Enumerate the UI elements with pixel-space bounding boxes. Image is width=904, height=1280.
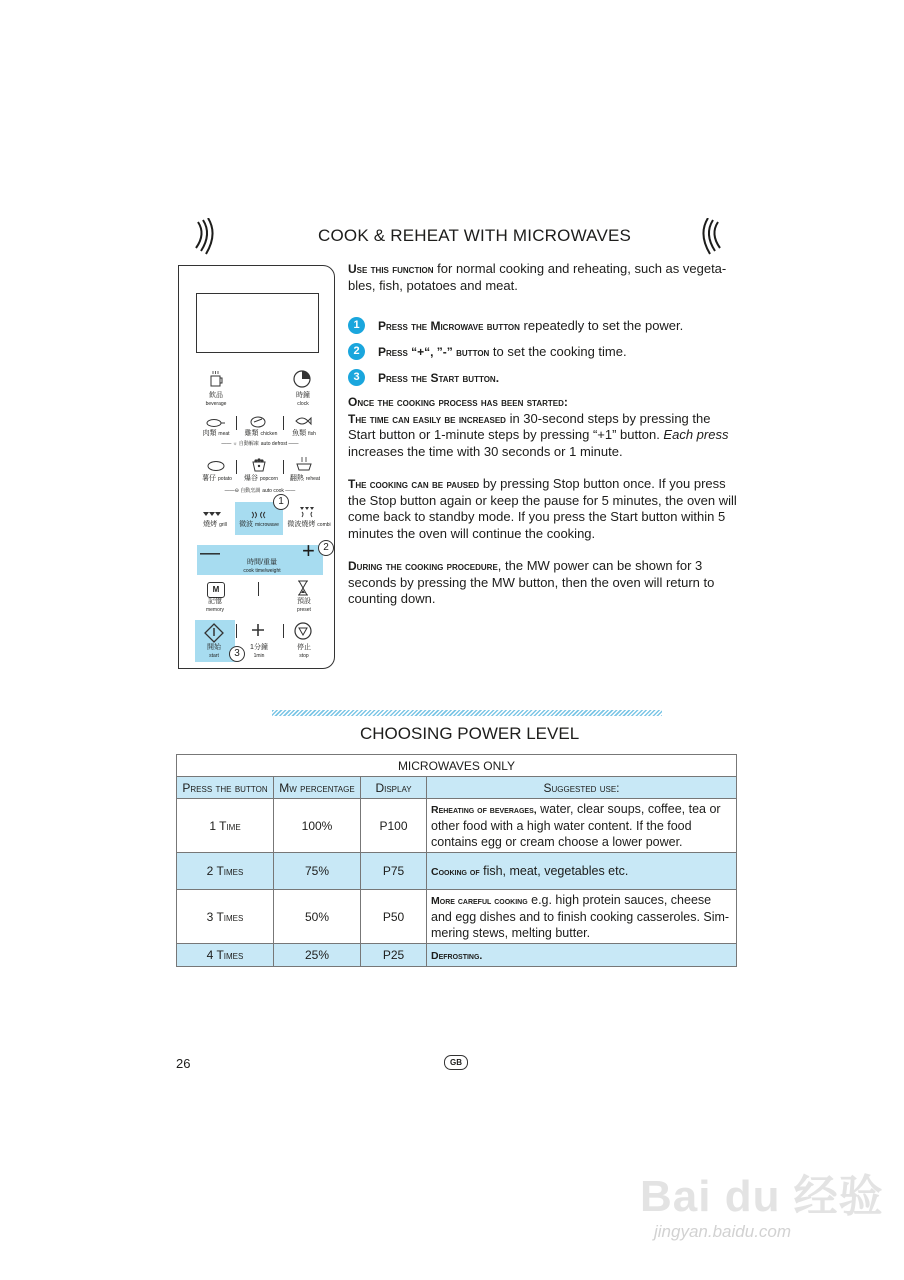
btn-reheat[interactable]: [285, 475, 325, 483]
microwave-en: microwave: [255, 522, 279, 528]
table-row: [177, 799, 737, 853]
process-paragraph: [348, 394, 740, 460]
step-number-3: 3: [348, 369, 365, 386]
cell-press: 3 Times: [177, 890, 274, 944]
chicken-cn: 雞類: [244, 430, 259, 437]
step-2: [348, 342, 738, 360]
use-lead: More careful cooking: [431, 895, 528, 907]
cell-display: P25: [361, 944, 427, 967]
fish-cn: 魚類: [292, 430, 307, 437]
autocook-cn: 自動烹調: [240, 488, 261, 494]
step-1-text: repeatedly to set the power.: [519, 317, 684, 333]
btn-potato[interactable]: [197, 475, 237, 483]
step-1-lead: Press the Microwave button: [378, 318, 520, 333]
page-title: COOK & REHEAT WITH MICROWAVES: [318, 226, 632, 245]
btn-preset[interactable]: [284, 598, 324, 614]
btn-1min[interactable]: [242, 644, 276, 660]
minus-button[interactable]: —: [200, 542, 220, 564]
step-number-1: 1: [348, 317, 365, 334]
defrost-en: auto defrost: [260, 441, 288, 447]
col-header: Mw percentage: [274, 777, 361, 799]
stop-cn: 停止: [297, 644, 311, 651]
btn-chicken[interactable]: [238, 430, 284, 438]
during-lead: During the cooking procedure: [348, 559, 498, 573]
table-row: [177, 890, 737, 944]
process-text-1: in 30-second steps by pressing the Start button or 1-minute steps by pressing “+1” button.: [348, 410, 711, 442]
process-lead: The time can easily be increased: [348, 411, 506, 426]
process-text-2: increases the time with 30 seconds or 1 minute.: [348, 443, 623, 459]
divider: [283, 460, 284, 474]
cell-use: [427, 890, 737, 944]
time-weight-label: [222, 559, 302, 575]
fish-en: fish: [308, 431, 316, 437]
pause-text: by pressing Stop button once. If you press the Stop button again or keep the pause for 5 minutes, the oven will come back to standby mode. If you press the Start button within 5 minutes the oven will continue the cooking.: [348, 476, 737, 541]
cell-use: [427, 853, 737, 890]
potato-cn: 薯仔: [202, 475, 217, 482]
step-3: [348, 368, 738, 386]
step-2-lead: Press “+“, ”-” button: [378, 344, 490, 359]
clock-cn: 時鐘: [296, 392, 310, 399]
preset-en: preset: [297, 607, 311, 613]
process-heading: Once the cooking process has been started:: [348, 395, 568, 409]
language-badge: GB: [444, 1055, 468, 1070]
use-lead: Defrosting.: [431, 950, 483, 962]
auto-defrost-label: —— ☼ 自動解凍 auto defrost ——: [221, 441, 299, 447]
callout-3: 3: [229, 646, 245, 662]
grill-cn: 燒烤: [203, 521, 218, 528]
divider: [236, 416, 237, 430]
time-en: cook time/weight: [243, 568, 281, 574]
table-row: [177, 853, 737, 890]
btn-fish[interactable]: [286, 430, 322, 438]
power-title: CHOOSING POWER LEVEL: [360, 724, 580, 743]
section-divider: [272, 710, 662, 716]
defrost-cn: 自動解凍: [238, 441, 259, 447]
use-text: fish, meat, vegetables etc.: [479, 864, 629, 878]
col-header: Display: [361, 777, 427, 799]
min-cn: 1分鐘: [250, 644, 268, 651]
grill-icon: [202, 511, 222, 517]
stop-icon: [294, 622, 312, 640]
reheat-en: reheat: [305, 476, 321, 482]
combi-icon: [298, 506, 316, 518]
callout-1: 1: [273, 494, 289, 510]
col-header: Suggested use:: [427, 777, 737, 799]
btn-combi[interactable]: [283, 521, 335, 529]
table-caption: MICROWAVES ONLY: [177, 755, 737, 777]
step-3-lead: Press the Start button.: [378, 370, 500, 385]
preset-cn: 預設: [297, 598, 311, 605]
divider: [236, 624, 237, 638]
power-table: [176, 754, 737, 967]
pause-paragraph: [348, 476, 740, 542]
stop-en: stop: [299, 653, 309, 659]
cup-icon: [208, 370, 224, 388]
cell-display: P100: [361, 799, 427, 853]
wave-right-icon: [696, 218, 726, 258]
clock-icon: [293, 370, 311, 388]
pause-lead: The cooking can be paused: [348, 477, 480, 491]
btn-microwave[interactable]: [234, 521, 284, 529]
divider: [258, 582, 259, 596]
time-cn: 時間/重量: [247, 559, 277, 566]
meat-icon: [206, 418, 226, 428]
cell-display: P75: [361, 853, 427, 890]
step-number-2: 2: [348, 343, 365, 360]
potato-en: potato: [218, 476, 232, 482]
intro-paragraph: [348, 261, 738, 294]
intro-lead: Use this function: [348, 262, 434, 276]
memory-icon: M: [207, 582, 225, 598]
chicken-icon: [249, 415, 267, 428]
popcorn-icon: [250, 458, 268, 472]
cell-pct: 75%: [274, 853, 361, 890]
cell-press: 2 Times: [177, 853, 274, 890]
use-lead: Reheating of beverages,: [431, 804, 537, 816]
cell-pct: 25%: [274, 944, 361, 967]
memory-en: memory: [205, 607, 225, 613]
potato-icon: [206, 460, 226, 472]
callout-2: 2: [318, 540, 334, 556]
cell-press: 4 Times: [177, 944, 274, 967]
meat-cn: 肉類: [202, 430, 217, 437]
btn-beverage[interactable]: [196, 392, 236, 408]
min-en: 1min: [253, 653, 265, 659]
chicken-en: chicken: [260, 431, 278, 437]
btn-popcorn[interactable]: [238, 475, 284, 483]
watermark-logo: Bai du 经验: [640, 1172, 884, 1221]
use-text: e.g. high protein sauces, cheese and egg dishes and to finish cooking casseroles. Sim-mering stews, melting butter.: [431, 893, 730, 940]
hourglass-icon: [297, 580, 309, 596]
btn-meat[interactable]: [197, 430, 235, 438]
auto-cook-label: ——⊖ 自動烹調 auto cook ——: [224, 488, 296, 494]
memory-cn: 記憶: [208, 598, 222, 605]
plus-one-icon: [251, 623, 265, 637]
popcorn-cn: 爆谷: [243, 475, 258, 482]
cell-press: 1 Time: [177, 799, 274, 853]
page-number: 26: [176, 1056, 191, 1071]
start-icon: [204, 623, 224, 643]
during-paragraph: [348, 558, 740, 608]
autocook-en: auto cook: [262, 488, 284, 494]
use-text: water, clear soups, coffee, tea or other food with a high water content. If the food contains egg or cream choose a lower power.: [431, 802, 721, 849]
cell-display: P50: [361, 890, 427, 944]
use-lead: Cooking of: [431, 866, 480, 878]
start-cn: 開始: [207, 644, 221, 651]
start-en: start: [209, 653, 219, 659]
btn-stop[interactable]: [286, 644, 322, 660]
beverage-cn: 飲品: [209, 392, 223, 399]
btn-grill[interactable]: [196, 521, 234, 529]
step-2-text: to set the cooking time.: [489, 343, 627, 359]
btn-memory[interactable]: [196, 598, 234, 614]
popcorn-en: popcorn: [259, 476, 279, 482]
btn-start[interactable]: [196, 644, 232, 660]
cell-use: [427, 944, 737, 967]
grill-en: grill: [219, 522, 227, 528]
col-header: Press the button: [177, 777, 274, 799]
intro-text: for normal cooking and reheating, such as vegeta-bles, fish, potatoes and meat.: [348, 261, 727, 293]
microwave-waves-icon: [250, 510, 268, 520]
watermark-url: jingyan.baidu.com: [654, 1222, 792, 1241]
combi-en: combi: [317, 522, 331, 528]
process-italic: Each press: [663, 427, 729, 442]
wave-left-icon: [190, 218, 220, 258]
clock-en: clock: [297, 401, 309, 407]
step-1: [348, 316, 738, 334]
cell-pct: 50%: [274, 890, 361, 944]
plus-button[interactable]: +: [302, 538, 315, 563]
panel-display: [196, 293, 319, 353]
beverage-en: beverage: [205, 401, 227, 407]
reheat-icon: [294, 456, 314, 472]
during-text: , the MW power can be shown for 3 seconds by pressing the MW button, then the oven will return to counting down.: [348, 558, 715, 606]
cell-pct: 100%: [274, 799, 361, 853]
cell-use: [427, 799, 737, 853]
table-row: [177, 944, 737, 967]
fish-icon: [294, 415, 312, 428]
divider: [283, 624, 284, 638]
btn-clock[interactable]: [283, 392, 323, 408]
reheat-cn: 翻熱: [289, 475, 304, 482]
combi-cn: 微波燒烤: [287, 521, 316, 528]
divider: [283, 416, 284, 430]
meat-en: meat: [218, 431, 230, 437]
microwave-cn: 微波: [239, 521, 254, 528]
divider: [236, 460, 237, 474]
